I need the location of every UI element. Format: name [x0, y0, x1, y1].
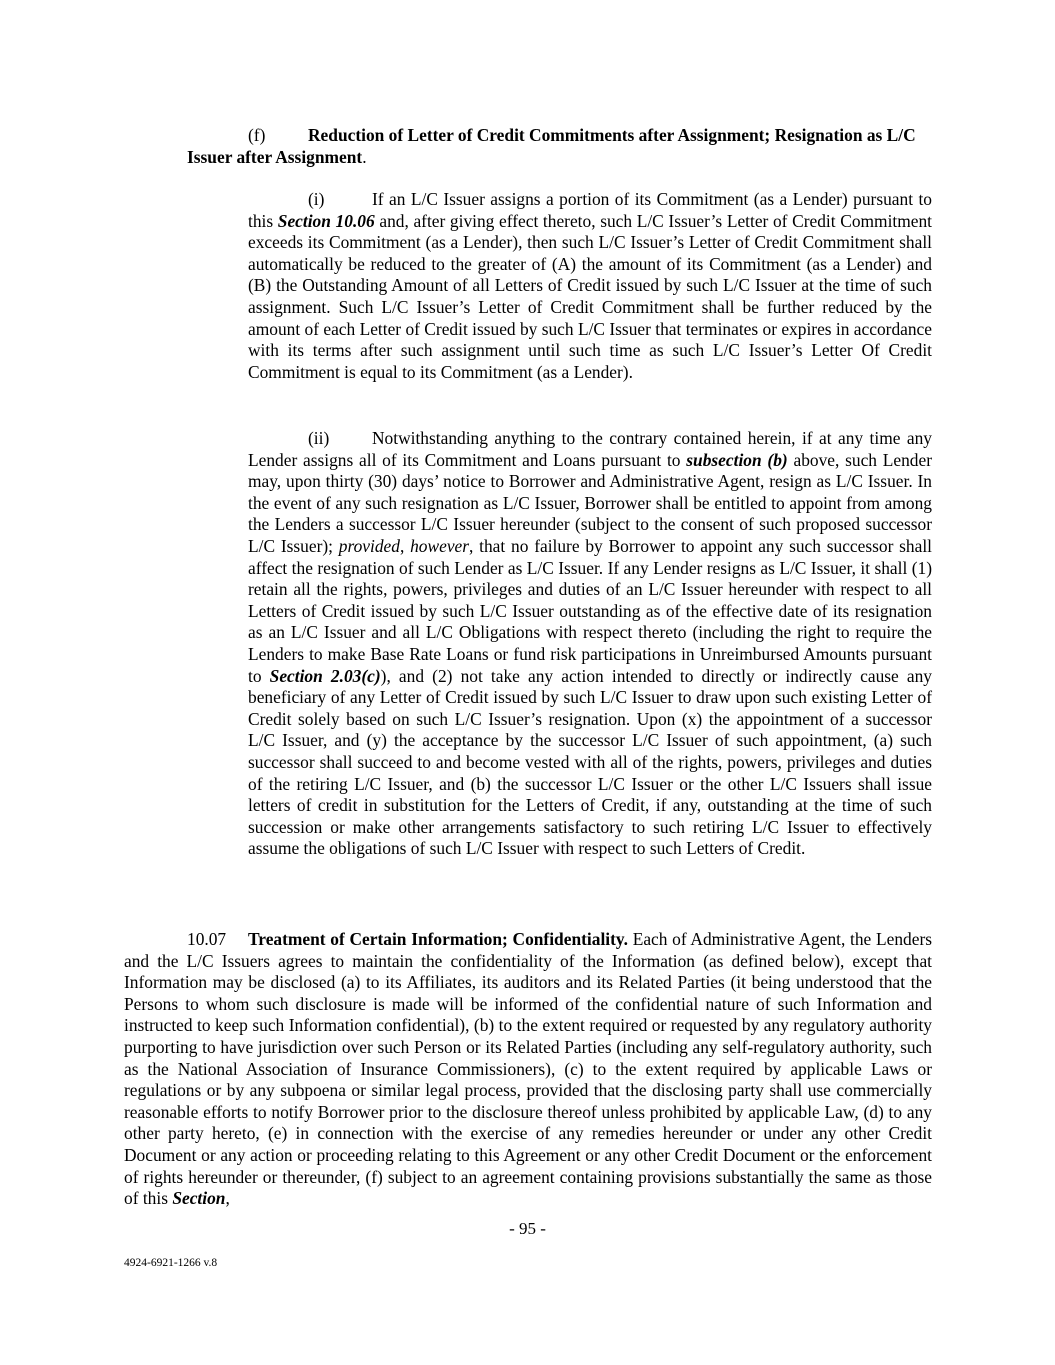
section-f-label: (f) [248, 125, 266, 145]
section-f-period: . [362, 146, 367, 167]
paragraph-ii [248, 428, 932, 860]
paragraph-i [248, 189, 932, 383]
paragraph-ii-text-a: Notwithstanding anything to the contrary contained herein, if at any time any Lender assigns all of its Commitment and Loans pursuant to [248, 428, 932, 470]
section-10-07-title: Treatment of Certain Information; Confidentiality. [248, 929, 628, 949]
provided-term: provided [338, 535, 400, 556]
paragraph-ii-text-b: above, such Lender may, upon thirty (30) days’ notice to Borrower and Administrative Agent, resign as L/C Issuer. In the event of any such resignation as L/C Issuer, Borrower shall be entitled to appoint from among the Lenders a successor L/C Issuer hereunder (subject to the consent of such proposed successor L/C Issuer); [248, 449, 932, 556]
section-10-07-number: 10.07 [187, 929, 227, 949]
subsection-b-reference: subsection (b) [686, 449, 788, 470]
section-10-07-text-a: Each of Administrative Agent, the Lenders and the L/C Issuers agrees to maintain the confidentiality of the Information (as defined below), except that Information may be disclosed (a) to its Affiliates, its auditors and its Related Parties (it being understood that the Persons to whom such disclosure is made will be informed of the confidential nature of such Information and instructed to keep such Information confidential), (b) to the extent required or requested by any regulatory authority purporting to have jurisdiction over such Person or its Related Parties (including any self-regulatory authority, such as the National Association of Insurance Commissioners), (c) to the extent required by applicable Laws or regulations or by any subpoena or similar legal process, provided that the disclosing party shall use commercially reasonable efforts to notify Borrower prior to the disclosure thereof unless prohibited by applicable Law, (d) to any other party hereto, (e) in connection with the exercise of any remedies hereunder or under any other Credit Document or any action or proceeding relating to this Agreement or any other Credit Document or the enforcement of rights hereunder or thereunder, (f) subject to an agreement containing provisions substantially the same as those of this [124, 929, 932, 1209]
paragraph-i-text-a: If an L/C Issuer assigns a portion of its Commitment (as a Lender) pursuant to this [248, 189, 932, 231]
paragraph-i-label: (i) [308, 189, 325, 209]
paragraph-ii-label: (ii) [308, 428, 330, 448]
provided-comma: , [399, 535, 411, 556]
however-term: however [410, 535, 470, 556]
paragraph-ii-text-c: , that no failure by Borrower to appoint any such successor shall affect the resignation of such Lender as L/C Issuer. If any Lender resigns as L/C Issuer, it shall (1) retain all the rights, powers, privileges and duties of an L/C Issuer hereunder with respect to all Letters of Credit issued by such L/C Issuer outstanding as of the effective date of its resignation as an L/C Issuer and all L/C Obligations with respect thereto (including the right to require the Lenders to make Base Rate Loans or fund risk participations in Unreimbursed Amounts pursuant to [248, 535, 933, 686]
paragraph-i-text-b: and, after giving effect thereto, such L/C Issuer’s Letter of Credit Commitment exceeds its Commitment (as a Lender), then such L/C Issuer’s Letter of Credit Commitment shall automatically be reduced to the greater of (A) the amount of its Commitment (as a Lender) and (B) the Outstanding Amount of all Letters of Credit issued by such L/C Issuer at the time of such assignment. Such L/C Issuer’s Letter of Credit Commitment shall be further reduced by the amount of each Letter of Credit issued by such L/C Issuer that terminates or expires in accordance with its terms after such assignment until such time as such L/C Issuer’s Letter Of Credit Commitment is equal to its Commitment (as a Lender). [248, 210, 932, 382]
page-number: - 95 - [509, 1219, 546, 1238]
section-10-07-text-b: , [225, 1188, 230, 1209]
section-10-07 [124, 929, 932, 1210]
document-id: 4924-6921-1266 v.8 [124, 1257, 218, 1269]
section-2-03c-reference: Section 2.03(c) [269, 665, 381, 686]
section-f-title: Reduction of Letter of Credit Commitments after Assignment; Resignation as L/C Issuer after Assignment [187, 125, 916, 167]
section-f-heading [187, 125, 932, 168]
paragraph-ii-text-d: ), and (2) not take any action intended to directly or indirectly cause any beneficiary of any Letter of Credit issued by such L/C Issuer to draw upon such existing Letter of Credit solely based on such L/C Issuer’s resignation. Upon (x) the appointment of a successor L/C Issuer, and (y) the acceptance by the successor L/C Issuer of such appointment, (a) such successor shall succeed to and become vested with all of the rights, powers, privileges and duties of the retiring L/C Issuer, and (b) the successor L/C Issuer or the other L/C Issuers shall issue letters of credit in substitution for the Letters of Credit, if any, outstanding at the time of such succession or make other arrangements satisfactory to such retiring L/C Issuer to effectively assume the obligations of such L/C Issuer with respect to such Letters of Credit. [248, 665, 933, 859]
section-10-06-reference: Section 10.06 [277, 210, 375, 231]
section-reference: Section [172, 1188, 226, 1209]
